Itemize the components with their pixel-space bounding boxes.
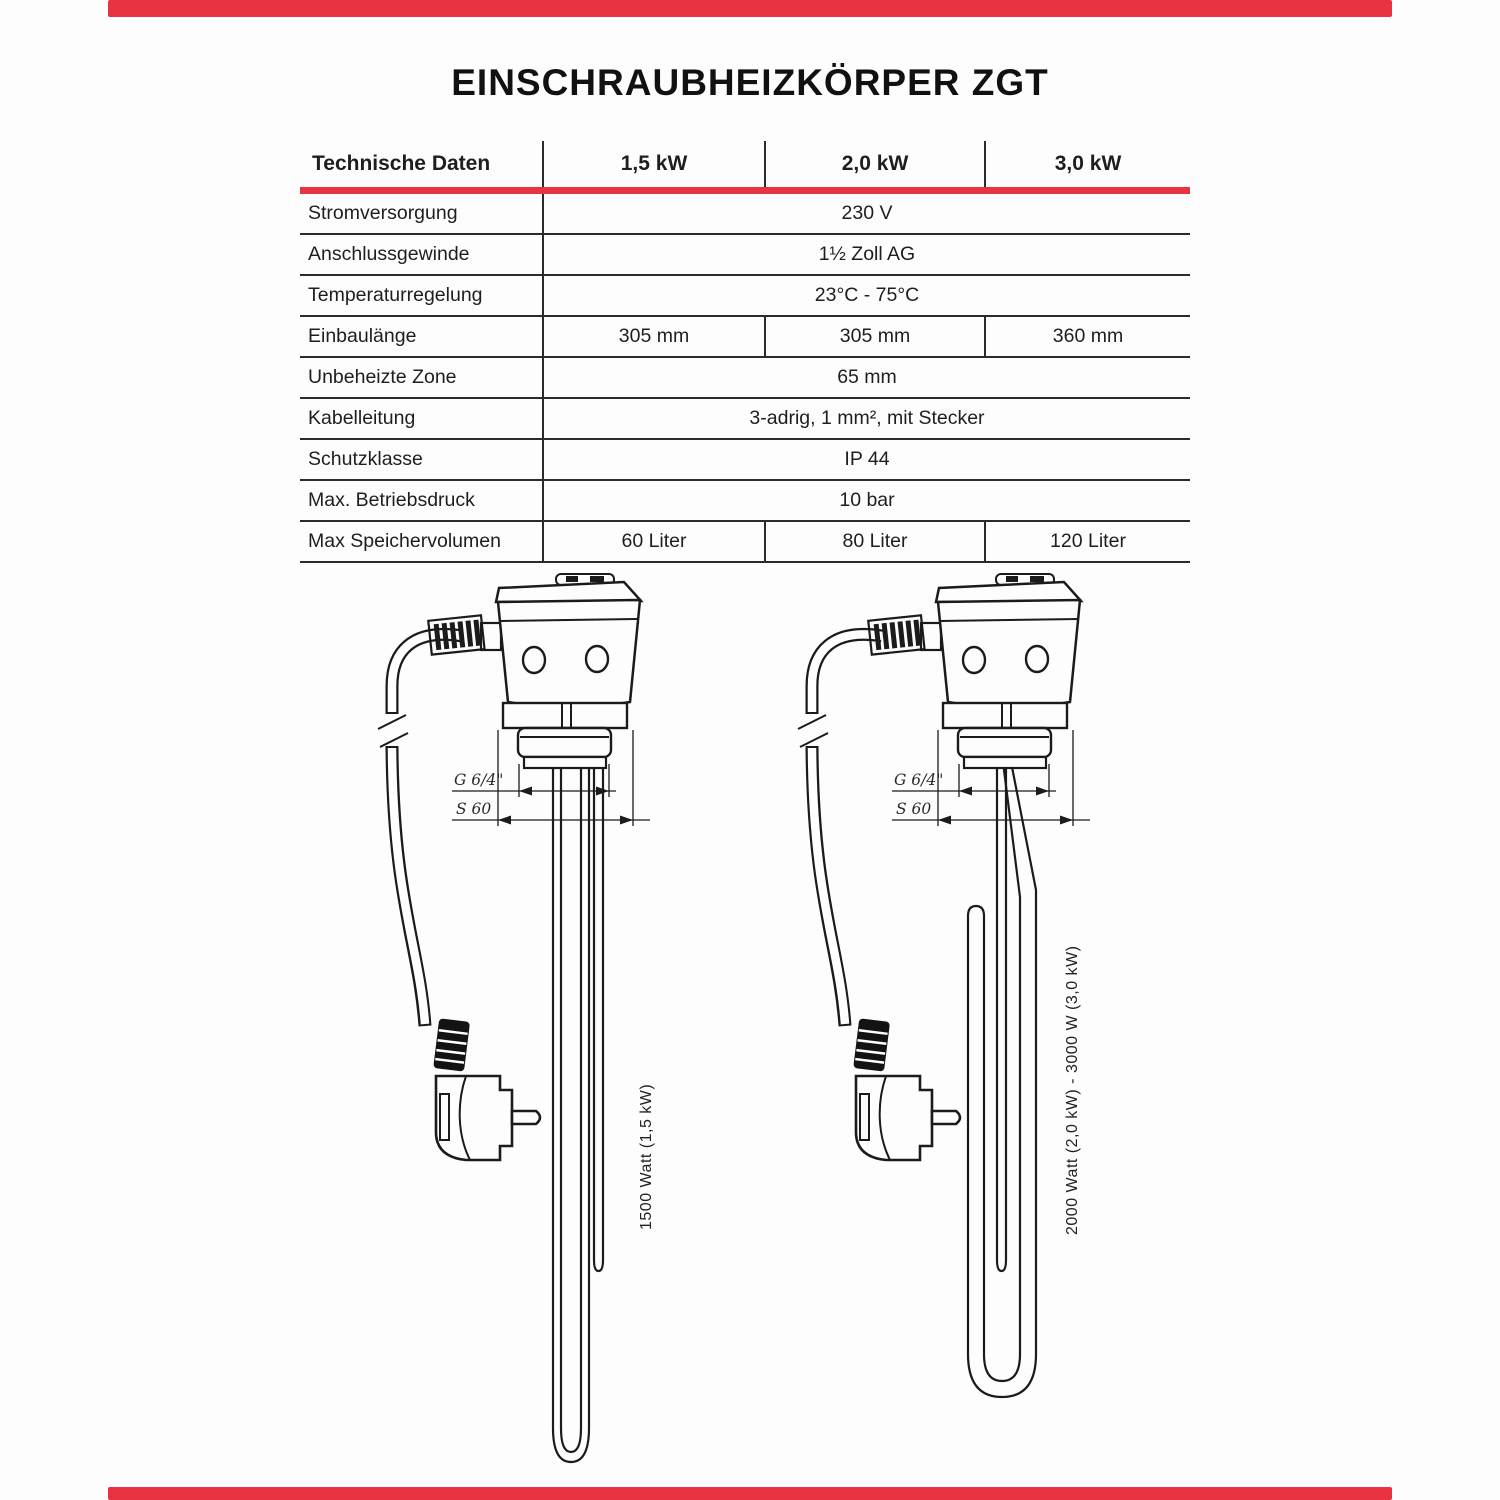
- watt-label-right: 2000 Watt (2,0 kW) - 3000 W (3,0 kW): [1064, 945, 1081, 1235]
- dim-label-thread-left: G 6/4": [454, 771, 504, 789]
- row-label: Max. Betriebsdruck: [300, 480, 543, 521]
- cable-and-plug-drawing-right: [798, 634, 960, 1160]
- heating-rod-right: [968, 767, 1036, 1397]
- row-value: 65 mm: [543, 357, 1190, 398]
- row-value: 10 bar: [543, 480, 1190, 521]
- row-value: 305 mm: [765, 316, 985, 357]
- row-value: 80 Liter: [765, 521, 985, 562]
- heating-rod-left: [553, 767, 603, 1462]
- row-value: 60 Liter: [543, 521, 765, 562]
- row-label: Kabelleitung: [300, 398, 543, 439]
- watt-label-left: 1500 Watt (1,5 kW): [638, 1083, 655, 1230]
- header-col-1: 1,5 kW: [543, 141, 765, 191]
- row-value: IP 44: [543, 439, 1190, 480]
- row-value: 120 Liter: [985, 521, 1190, 562]
- row-value: 230 V: [543, 191, 1190, 235]
- row-label: Anschlussgewinde: [300, 234, 543, 275]
- dim-label-wrench-right: S 60: [896, 800, 932, 818]
- row-value: 3-adrig, 1 mm², mit Stecker: [543, 398, 1190, 439]
- page-title: EINSCHRAUBHEIZKÖRPER ZGT: [451, 62, 1049, 103]
- strain-relief-boot: [433, 1018, 470, 1071]
- row-value: 23°C - 75°C: [543, 275, 1190, 316]
- row-value: 1½ Zoll AG: [543, 234, 1190, 275]
- row-label: Schutzklasse: [300, 439, 543, 480]
- dim-label-wrench-left: S 60: [456, 800, 492, 818]
- dim-label-thread-right: G 6/4": [894, 771, 944, 789]
- schuko-plug-icon: [436, 1076, 540, 1160]
- row-label: Temperaturregelung: [300, 275, 543, 316]
- header-col-2: 2,0 kW: [765, 141, 985, 191]
- row-label: Einbaulänge: [300, 316, 543, 357]
- row-label: Stromversorgung: [300, 191, 543, 235]
- row-value: 360 mm: [985, 316, 1190, 357]
- row-value: 305 mm: [543, 316, 765, 357]
- header-col-3: 3,0 kW: [985, 141, 1190, 191]
- header-technische-daten: Technische Daten: [300, 141, 543, 191]
- row-label: Unbeheizte Zone: [300, 357, 543, 398]
- row-label: Max Speichervolumen: [300, 521, 543, 562]
